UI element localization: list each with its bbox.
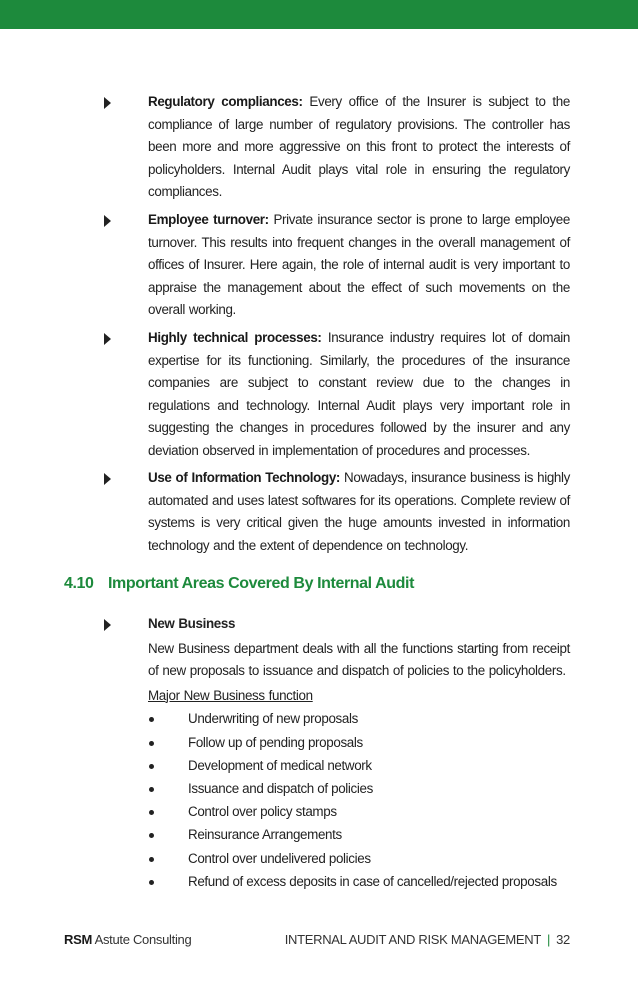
list-item-text: Control over policy stamps	[188, 804, 337, 820]
footer-doc-info	[285, 932, 570, 947]
bullet-paragraph	[148, 209, 570, 322]
bullet-use-of-information-technology	[104, 467, 570, 557]
new-business-title: New Business	[148, 616, 236, 631]
new-business-description: New Business department deals with all the functions starting from receipt of new proposals to issuance and dispatch of policies to the policyholders.	[148, 640, 570, 679]
list-item	[148, 731, 570, 754]
bullet-title: Use of Information Technology:	[148, 470, 341, 485]
bullet-dot-icon	[149, 717, 154, 722]
bullet-new-business	[104, 613, 570, 893]
list-item-text: Underwriting of new proposals	[188, 711, 358, 727]
bullet-dot-icon	[149, 764, 154, 769]
arrow-bullet-icon	[104, 97, 111, 109]
page-number: 32	[556, 932, 570, 947]
bullet-text: Nowadays, insurance business is highly automated and uses latest softwares for its operations. Complete review of systems is very critical given the huge amounts invested in information technology and the extent of dependence on technology.	[148, 470, 570, 553]
section-number: 4.10	[64, 575, 94, 592]
bullet-highly-technical-processes	[104, 327, 570, 463]
top-color-bar	[0, 0, 638, 29]
footer-company	[64, 932, 191, 947]
document-title: INTERNAL AUDIT AND RISK MANAGEMENT	[284, 932, 542, 947]
list-item	[148, 823, 570, 846]
list-item-text: Reinsurance Arrangements	[188, 827, 342, 843]
list-item-text: Control over undelivered policies	[188, 850, 371, 866]
list-item-text: Development of medical network	[188, 757, 372, 773]
bullet-employee-turnover	[104, 209, 570, 322]
footer-separator: |	[547, 932, 551, 947]
bullet-text: Private insurance sector is prone to large employee turnover. This results into frequent changes in the overall management of offices of Insurer. Here again, the role of internal audit is very important to appraise the management about the effect of such movements on the overall working.	[148, 212, 570, 318]
bullet-dot-icon	[149, 857, 154, 862]
bullet-dot-icon	[149, 880, 154, 885]
bullet-title: Highly technical processes:	[148, 330, 322, 345]
list-item	[148, 800, 570, 823]
bullet-dot-icon	[149, 741, 154, 746]
arrow-bullet-icon	[104, 215, 111, 227]
bullet-paragraph	[148, 467, 570, 557]
bullet-dot-icon	[149, 833, 154, 838]
bullet-dot-icon	[149, 787, 154, 792]
functions-list-heading: Major New Business function	[148, 687, 313, 703]
bullet-title: Regulatory compliances:	[148, 94, 303, 109]
list-item-text: Refund of excess deposits in case of cancelled/rejected proposals	[188, 873, 557, 889]
bullet-dot-icon	[149, 810, 154, 815]
bullet-paragraph	[148, 327, 570, 463]
list-item	[148, 754, 570, 777]
section-title: Important Areas Covered By Internal Audit	[108, 575, 415, 592]
arrow-bullet-icon	[104, 473, 111, 485]
list-item	[148, 777, 570, 800]
bullet-text: Insurance industry requires lot of domain expertise for its functioning. Similarly, the procedures of the insurance companies are subject to constant review due to the changes in regulations and technology. Internal Audit plays very important role in suggesting the changes in procedures followed by the insurer and any deviation observed in implementation of procedures and processes.	[148, 330, 571, 458]
arrow-bullet-icon	[104, 333, 111, 345]
bullet-text: Every office of the Insurer is subject to the compliance of large number of regulatory provisions. The controller has been more and more aggressive on this front to protect the interests of policyholders. Internal Audit plays vital role in ensuring the regulatory compliances.	[148, 94, 570, 200]
company-name: Astute Consulting	[92, 932, 192, 947]
bullet-paragraph	[148, 91, 570, 204]
bullet-regulatory-compliances	[104, 91, 570, 204]
list-item	[148, 870, 570, 893]
list-item-text: Follow up of pending proposals	[188, 734, 363, 750]
list-item	[148, 847, 570, 870]
list-item	[148, 707, 570, 730]
brand-logo-text: RSM	[64, 932, 92, 947]
section-heading	[64, 575, 414, 593]
bullet-title: Employee turnover:	[148, 212, 269, 227]
arrow-bullet-icon	[104, 619, 111, 631]
functions-list	[148, 707, 570, 893]
list-item-text: Issuance and dispatch of policies	[188, 780, 373, 796]
